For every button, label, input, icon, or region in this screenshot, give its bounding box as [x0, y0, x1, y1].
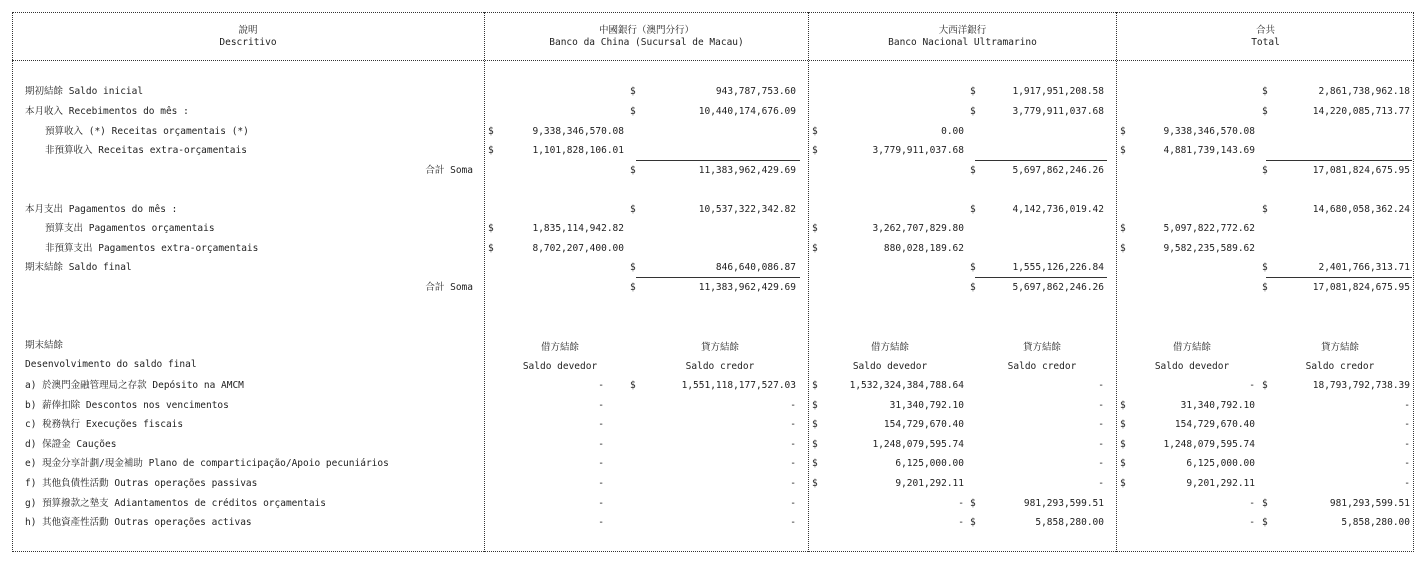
breakdown-row-label: c) 稅務執行 Execuções fiscais: [25, 419, 184, 430]
subtotal-rule: [975, 160, 1107, 161]
breakdown-tot-dev-value: -: [1249, 380, 1255, 391]
currency-sign: $: [1120, 439, 1126, 450]
boc-devedor-zh: 借方結餘: [540, 342, 579, 353]
header-boc-zh: 中國銀行（澳門分行）: [598, 25, 694, 36]
breakdown-boc-cred-value: -: [790, 478, 796, 489]
label-recebimentos: 本月收入 Recebimentos do mês :: [25, 106, 189, 117]
bnu-pagamentos: 4,142,736,019.42: [1012, 204, 1104, 215]
currency-sign: $: [1262, 498, 1268, 509]
total-soma-2: 17,081,824,675.95: [1312, 282, 1410, 293]
bnu-saldo-final: 1,555,126,226.84: [1012, 262, 1104, 273]
breakdown-bnu-dev-value: -: [958, 498, 964, 509]
currency-sign: $: [970, 517, 976, 528]
total-receitas-orcamentais: 9,338,346,570.08: [1163, 126, 1255, 137]
currency-sign: $: [1262, 262, 1268, 273]
breakdown-bnu-cred-value: 5,858,280.00: [1035, 517, 1104, 528]
breakdown-boc-dev-value: -: [598, 458, 604, 469]
currency-sign: $: [812, 223, 818, 234]
subtotal-rule: [1266, 277, 1412, 278]
header-total-pt: Total: [1251, 37, 1280, 48]
currency-sign: $: [630, 165, 636, 176]
boc-saldo-inicial: 943,787,753.60: [715, 86, 796, 97]
boc-saldo-final: 846,640,086.87: [715, 262, 796, 273]
breakdown-row-label: h) 其他資產性活動 Outras operações activas: [25, 517, 252, 528]
breakdown-bnu-dev-value: 1,248,079,595.74: [872, 439, 964, 450]
breakdown-tot-dev-value: 154,729,670.40: [1174, 419, 1255, 430]
currency-sign: $: [1262, 204, 1268, 215]
subtotal-rule: [975, 277, 1107, 278]
currency-sign: $: [1120, 419, 1126, 430]
total-saldo-inicial: 2,861,738,962.18: [1318, 86, 1410, 97]
label-pagamentos-orcamentais: 預算支出 Pagamentos orçamentais: [45, 223, 215, 234]
breakdown-tot-dev-value: 9,201,292.11: [1186, 478, 1255, 489]
breakdown-bnu-cred-value: -: [1098, 458, 1104, 469]
breakdown-tot-dev-value: 1,248,079,595.74: [1163, 439, 1255, 450]
currency-sign: $: [812, 439, 818, 450]
header-divider: [12, 60, 1414, 61]
header-total-zh: 合共: [1255, 25, 1275, 36]
breakdown-bnu-cred-value: -: [1098, 380, 1104, 391]
total-pagamentos-extra: 9,582,235,589.62: [1163, 243, 1255, 254]
bnu-pagamentos-extra: 880,028,189.62: [883, 243, 964, 254]
boc-credor-pt: Saldo credor: [685, 361, 755, 372]
total-credor-zh: 貸方結餘: [1320, 342, 1359, 353]
total-recebimentos: 14,220,085,713.77: [1312, 106, 1410, 117]
breakdown-boc-cred-value: -: [790, 517, 796, 528]
bnu-pagamentos-orcamentais: 3,262,707,829.80: [872, 223, 964, 234]
breakdown-bnu-cred-value: -: [1098, 439, 1104, 450]
currency-sign: $: [1120, 400, 1126, 411]
label-saldo-inicial: 期初結餘 Saldo inicial: [25, 86, 144, 97]
breakdown-tot-cred-value: -: [1404, 478, 1410, 489]
breakdown-boc-dev-value: -: [598, 380, 604, 391]
header-boc-pt: Banco da China (Sucursal de Macau): [549, 37, 744, 48]
total-credor-pt: Saldo credor: [1305, 361, 1375, 372]
label-saldo-final-zh: 期末結餘: [25, 340, 64, 351]
currency-sign: $: [812, 400, 818, 411]
breakdown-bnu-dev-value: 6,125,000.00: [895, 458, 964, 469]
breakdown-bnu-dev-value: -: [958, 517, 964, 528]
currency-sign: $: [630, 282, 636, 293]
currency-sign: $: [1262, 380, 1268, 391]
breakdown-bnu-cred-value: -: [1098, 478, 1104, 489]
currency-sign: $: [812, 419, 818, 430]
total-soma-1: 17,081,824,675.95: [1312, 165, 1410, 176]
label-receitas-extra: 非預算收入 Receitas extra-orçamentais: [45, 145, 247, 156]
total-devedor-pt: Saldo devedor: [1154, 361, 1230, 372]
total-saldo-final: 2,401,766,313.71: [1318, 262, 1410, 273]
currency-sign: $: [812, 243, 818, 254]
boc-soma-2: 11,383,962,429.69: [698, 282, 796, 293]
breakdown-boc-dev-value: -: [598, 400, 604, 411]
currency-sign: $: [488, 126, 494, 137]
currency-sign: $: [1120, 145, 1126, 156]
bnu-devedor-pt: Saldo devedor: [852, 361, 928, 372]
total-devedor-zh: 借方結餘: [1172, 342, 1211, 353]
breakdown-row-label: a) 於澳門金融管理局之存款 Depósito na AMCM: [25, 380, 244, 391]
breakdown-bnu-cred-value: -: [1098, 400, 1104, 411]
breakdown-boc-dev-value: -: [598, 419, 604, 430]
currency-sign: $: [488, 145, 494, 156]
label-saldo-final: 期末結餘 Saldo final: [25, 262, 132, 273]
label-receitas-orcamentais: 預算收入 (*) Receitas orçamentais (*): [45, 126, 249, 137]
bnu-saldo-inicial: 1,917,951,208.58: [1012, 86, 1104, 97]
breakdown-boc-dev-value: -: [598, 439, 604, 450]
breakdown-boc-cred-value: -: [790, 458, 796, 469]
currency-sign: $: [1262, 106, 1268, 117]
header-desc-pt: Descritivo: [219, 37, 277, 48]
breakdown-bnu-dev-value: 154,729,670.40: [883, 419, 964, 430]
currency-sign: $: [812, 478, 818, 489]
currency-sign: $: [630, 204, 636, 215]
breakdown-row-label: d) 保證金 Cauções: [25, 439, 117, 450]
boc-soma-1: 11,383,962,429.69: [698, 165, 796, 176]
bnu-credor-pt: Saldo credor: [1007, 361, 1077, 372]
currency-sign: $: [970, 282, 976, 293]
breakdown-tot-cred-value: -: [1404, 458, 1410, 469]
breakdown-tot-dev-value: 6,125,000.00: [1186, 458, 1255, 469]
label-desenvolvimento: Desenvolvimento do saldo final: [25, 359, 197, 370]
currency-sign: $: [812, 145, 818, 156]
boc-recebimentos: 10,440,174,676.09: [698, 106, 796, 117]
currency-sign: $: [812, 380, 818, 391]
total-pagamentos-orcamentais: 5,097,822,772.62: [1163, 223, 1255, 234]
breakdown-boc-cred-value: -: [790, 498, 796, 509]
breakdown-boc-dev-value: -: [598, 517, 604, 528]
currency-sign: $: [1120, 223, 1126, 234]
column-divider-boc: [484, 12, 485, 552]
currency-sign: $: [970, 106, 976, 117]
boc-pagamentos-orcamentais: 1,835,114,942.82: [532, 223, 624, 234]
currency-sign: $: [488, 243, 494, 254]
bnu-devedor-zh: 借方結餘: [870, 342, 909, 353]
breakdown-tot-cred-value: -: [1404, 419, 1410, 430]
breakdown-tot-cred-value: -: [1404, 400, 1410, 411]
currency-sign: $: [488, 223, 494, 234]
breakdown-boc-cred-value: -: [790, 400, 796, 411]
currency-sign: $: [1262, 282, 1268, 293]
boc-pagamentos-extra: 8,702,207,400.00: [532, 243, 624, 254]
breakdown-boc-dev-value: -: [598, 498, 604, 509]
boc-credor-zh: 貸方結餘: [700, 342, 739, 353]
currency-sign: $: [1262, 517, 1268, 528]
total-pagamentos: 14,680,058,362.24: [1312, 204, 1410, 215]
currency-sign: $: [630, 262, 636, 273]
breakdown-bnu-cred-value: -: [1098, 419, 1104, 430]
breakdown-tot-cred-value: -: [1404, 439, 1410, 450]
bnu-soma-2: 5,697,862,246.26: [1012, 282, 1104, 293]
currency-sign: $: [630, 106, 636, 117]
currency-sign: $: [1120, 243, 1126, 254]
label-pagamentos-extra: 非預算支出 Pagamentos extra-orçamentais: [45, 243, 259, 254]
bnu-credor-zh: 貸方結餘: [1022, 342, 1061, 353]
column-divider-bnu: [808, 12, 809, 552]
breakdown-bnu-dev-value: 9,201,292.11: [895, 478, 964, 489]
bnu-receitas-extra: 3,779,911,037.68: [872, 145, 964, 156]
header-bnu-pt: Banco Nacional Ultramarino: [888, 37, 1037, 48]
currency-sign: $: [1262, 86, 1268, 97]
currency-sign: $: [812, 126, 818, 137]
label-soma-2: 合計 Soma: [425, 282, 473, 293]
breakdown-row-label: g) 預算撥款之墊支 Adiantamentos de créditos orçamentais: [25, 498, 326, 509]
breakdown-tot-dev-value: -: [1249, 498, 1255, 509]
currency-sign: $: [970, 204, 976, 215]
breakdown-tot-dev-value: 31,340,792.10: [1180, 400, 1255, 411]
breakdown-row-label: e) 現金分享計劃/現金補助 Plano de comparticipação/Apoio pecuniários: [25, 458, 389, 469]
currency-sign: $: [970, 86, 976, 97]
currency-sign: $: [1120, 126, 1126, 137]
bnu-receitas-orcamentais: 0.00: [941, 126, 964, 137]
breakdown-tot-cred-value: 5,858,280.00: [1341, 517, 1410, 528]
boc-receitas-extra: 1,101,828,106.01: [532, 145, 624, 156]
breakdown-boc-cred-value: 1,551,118,177,527.03: [681, 380, 796, 391]
breakdown-tot-cred-value: 981,293,599.51: [1329, 498, 1410, 509]
column-divider-total: [1116, 12, 1117, 552]
boc-pagamentos: 10,537,322,342.82: [698, 204, 796, 215]
currency-sign: $: [630, 86, 636, 97]
currency-sign: $: [970, 498, 976, 509]
currency-sign: $: [630, 380, 636, 391]
breakdown-bnu-dev-value: 1,532,324,384,788.64: [849, 380, 964, 391]
bnu-recebimentos: 3,779,911,037.68: [1012, 106, 1104, 117]
header-bnu-zh: 大西洋銀行: [938, 25, 987, 36]
breakdown-bnu-dev-value: 31,340,792.10: [889, 400, 964, 411]
breakdown-bnu-cred-value: 981,293,599.51: [1023, 498, 1104, 509]
currency-sign: $: [812, 458, 818, 469]
subtotal-rule: [1266, 160, 1412, 161]
breakdown-boc-cred-value: -: [790, 439, 796, 450]
subtotal-rule: [636, 160, 800, 161]
breakdown-tot-dev-value: -: [1249, 517, 1255, 528]
boc-devedor-pt: Saldo devedor: [522, 361, 598, 372]
boc-receitas-orcamentais: 9,338,346,570.08: [532, 126, 624, 137]
currency-sign: $: [970, 165, 976, 176]
breakdown-row-label: b) 薪俸扣除 Descontos nos vencimentos: [25, 400, 229, 411]
subtotal-rule: [636, 277, 800, 278]
label-pagamentos: 本月支出 Pagamentos do mês :: [25, 204, 178, 215]
breakdown-row-label: f) 其他負債性活動 Outras operações passivas: [25, 478, 258, 489]
bnu-soma-1: 5,697,862,246.26: [1012, 165, 1104, 176]
total-receitas-extra: 4,881,739,143.69: [1163, 145, 1255, 156]
currency-sign: $: [970, 262, 976, 273]
breakdown-tot-cred-value: 18,793,792,738.39: [1312, 380, 1410, 391]
breakdown-boc-cred-value: -: [790, 419, 796, 430]
label-soma-1: 合計 Soma: [425, 165, 473, 176]
currency-sign: $: [1120, 458, 1126, 469]
currency-sign: $: [1262, 165, 1268, 176]
breakdown-boc-dev-value: -: [598, 478, 604, 489]
currency-sign: $: [1120, 478, 1126, 489]
header-desc-zh: 說明: [238, 25, 258, 36]
